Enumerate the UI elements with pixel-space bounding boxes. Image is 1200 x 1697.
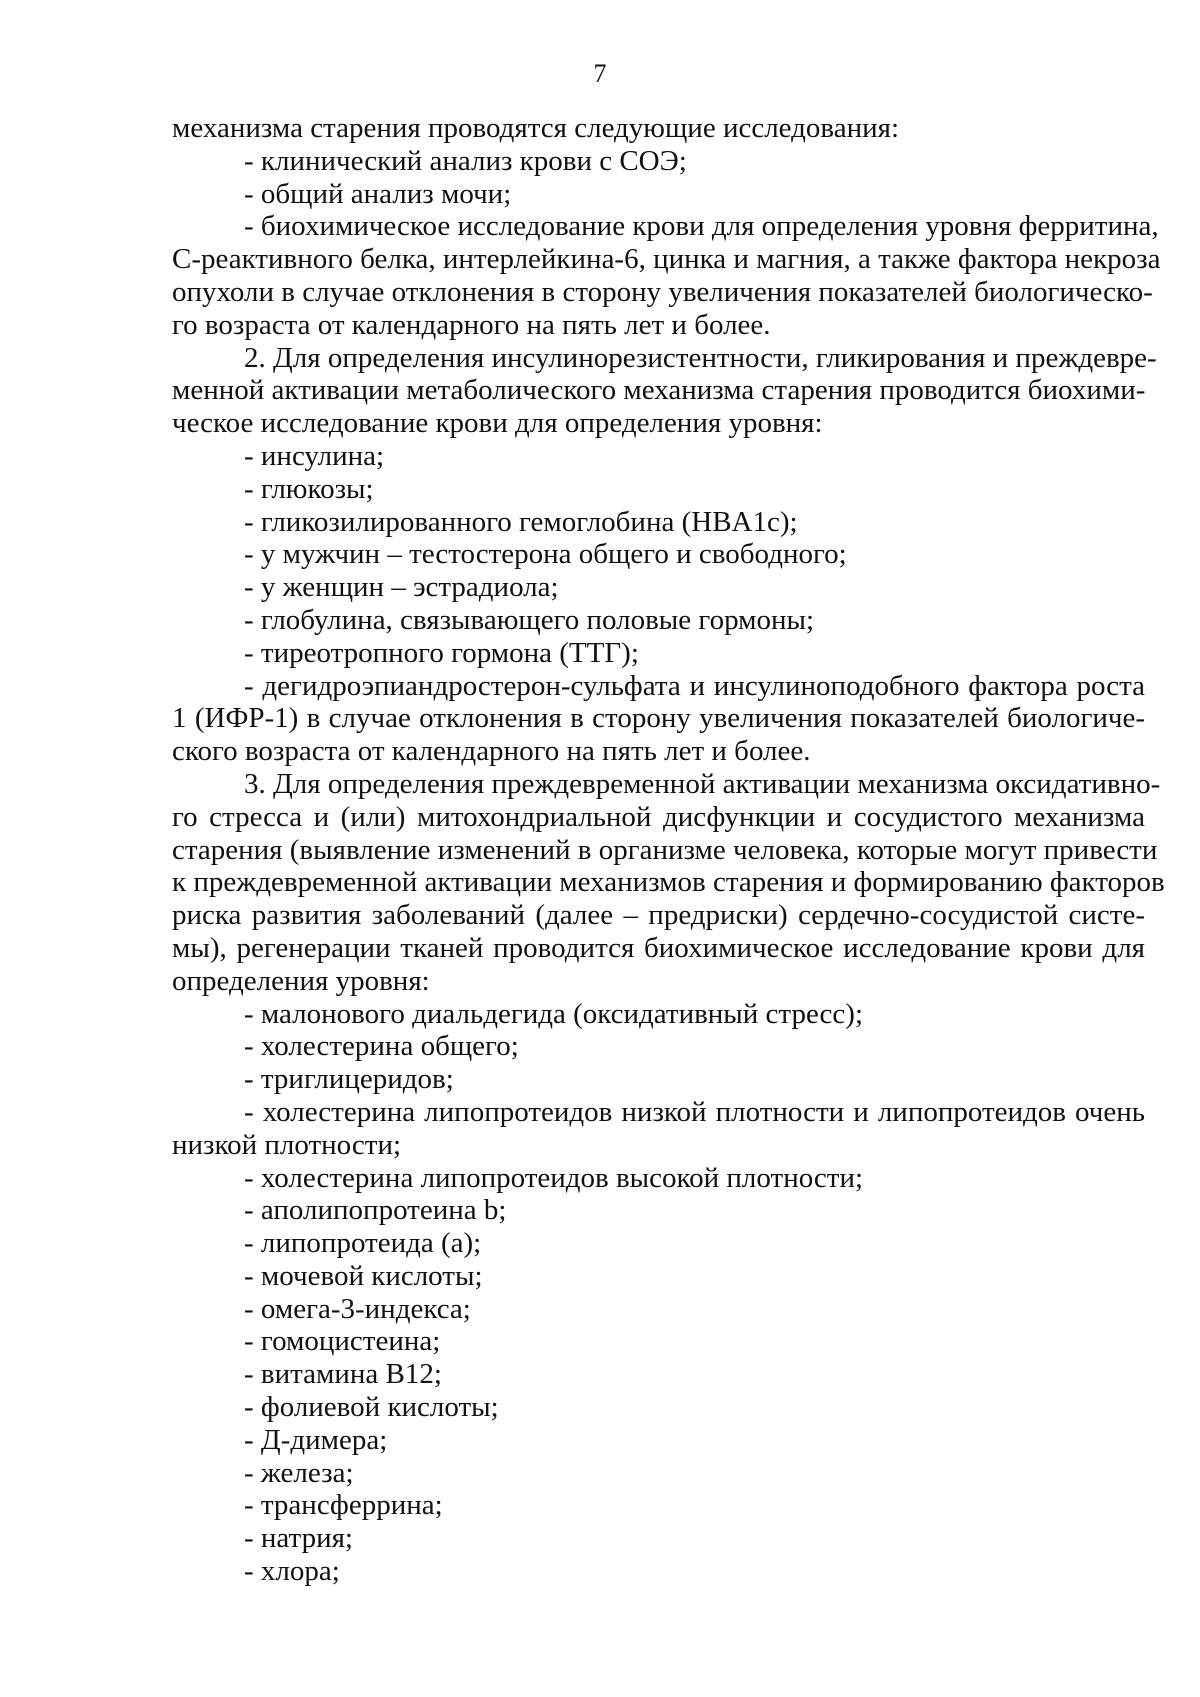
text-line: - гликозилированного гемоглобина (HBA1c); [244,505,798,538]
text-line: - гомоцистеина; [244,1325,441,1358]
text-line: - натрия; [244,1522,353,1555]
text-line: - холестерина липопротеидов высокой плотности; [244,1161,864,1194]
text-line: - аполипопротеина b; [244,1194,507,1227]
text-line: мы), регенерации тканей проводится биохимическое исследование крови для [172,931,1145,964]
page-number: 7 [593,59,607,88]
text-line: к преждевременной активации механизмов старения и формированию факторов [172,866,1165,899]
text-line: низкой плотности; [172,1128,402,1161]
text-line: ческое исследование крови для определения уровня: [172,407,823,440]
text-line: - Д-димера; [244,1423,388,1456]
text-line: - железа; [244,1456,354,1489]
text-line: 3. Для определения преждевременной активации механизма оксидативно- [244,767,1161,800]
body-text [172,112,1165,1588]
text-line: - дегидроэпиандростерон-сульфата и инсулиноподобного фактора роста [244,669,1145,702]
text-line: - трансферрина; [244,1489,443,1522]
text-line: - липопротеида (а); [244,1227,482,1260]
text-line: старения (выявление изменений в организме человека, которые могут привести [172,833,1158,866]
text-line: - общий анализ мочи; [244,177,512,210]
text-line: - мочевой кислоты; [244,1259,483,1292]
text-line: - холестерина липопротеидов низкой плотности и липопротеидов очень [244,1095,1145,1128]
text-line: механизма старения проводятся следующие исследования: [172,112,900,144]
text-line: - омега-3-индекса; [244,1292,471,1325]
text-line: - глобулина, связывающего половые гормоны; [244,603,815,636]
text-line: - инсулина; [244,439,385,472]
text-line: - малонового диальдегида (оксидативный стресс); [244,997,864,1030]
text-line: риска развития заболеваний (далее – предриски) сердечно-сосудистой систе- [172,899,1145,932]
text-line: определения уровня: [172,964,430,997]
text-line: го стресса и (или) митохондриальной дисфункции и сосудистого механизма [172,800,1145,833]
text-line: - глюкозы; [244,472,374,505]
text-line: - у мужчин – тестостерона общего и свободного; [244,538,847,571]
text-line: опухоли в случае отклонения в сторону увеличения показателей биологическо- [172,275,1153,308]
text-line: - тиреотропного гормона (ТТГ); [244,636,639,669]
text-line: 2. Для определения инсулинорезистентности, гликирования и преждевре- [244,341,1157,374]
text-line: - триглицеридов; [244,1063,454,1096]
text-line: ского возраста от календарного на пять лет и более. [172,735,811,768]
text-line: 1 (ИФР-1) в случае отклонения в сторону увеличения показателей биологиче- [172,702,1145,735]
text-line: - биохимическое исследование крови для определения уровня ферритина, [244,210,1159,243]
text-line: - витамина В12; [244,1358,442,1391]
text-line: - холестерина общего; [244,1030,519,1063]
text-line: - фолиевой кислоты; [244,1391,499,1424]
text-line: - клинический анализ крови с СОЭ; [244,144,687,177]
text-line: го возраста от календарного на пять лет и более. [172,308,771,341]
text-line: - у женщин – эстрадиола; [244,571,559,604]
text-line: менной активации метаболического механизма старения проводится биохими- [172,374,1146,407]
text-line: - хлора; [244,1555,340,1588]
text-line: С-реактивного белка, интерлейкина-6, цинка и магния, а также фактора некроза [172,243,1161,276]
